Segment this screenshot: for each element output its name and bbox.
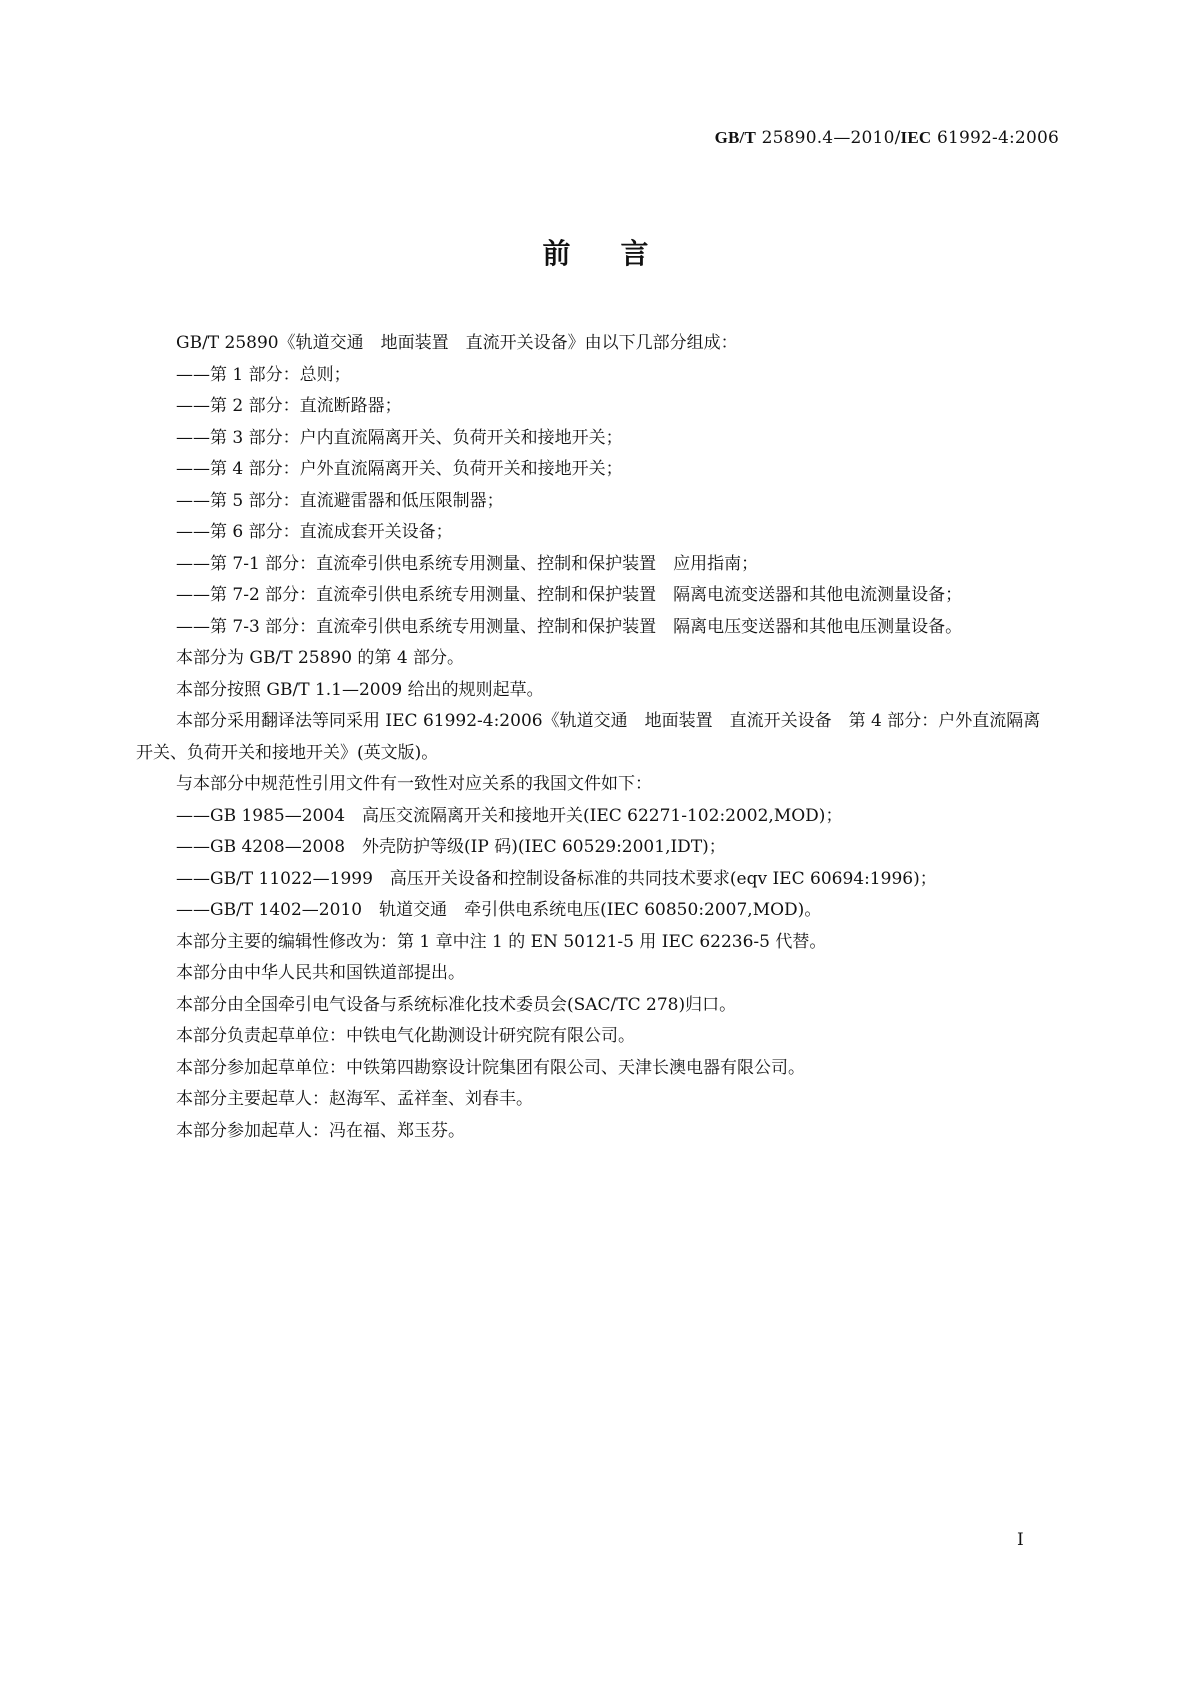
participating-persons-paragraph: 本部分参加起草人：冯在福、郑玉芬。 [176, 1120, 465, 1141]
technical-committee-paragraph: 本部分由全国牵引电气设备与系统标准化技术委员会(SAC/TC 278)归口。 [176, 994, 737, 1015]
std-prefix: GB/T [714, 128, 757, 147]
list-item: ——第 7-3 部分：直流牵引供电系统专用测量、控制和保护装置 隔离电压变送器和其他电压测量设备。 [176, 616, 963, 637]
translation-paragraph: 本部分采用翻译法等同采用 IEC 61992-4:2006《轨道交通 地面装置 直流开关设备 第 4 部分：户外直流隔离开关、负荷开关和接地开关》(英文版)。 [136, 711, 1041, 763]
iec-prefix: IEC [900, 128, 932, 147]
list-item: ——第 2 部分：直流断路器； [176, 396, 402, 416]
page-title: 前言 [542, 237, 699, 270]
references-intro: 与本部分中规范性引用文件有一致性对应关系的我国文件如下： [176, 774, 652, 794]
list-item: ——第 6 部分：直流成套开关设备； [176, 522, 453, 542]
list-item: ——GB/T 11022—1999 高压开关设备和控制设备标准的共同技术要求(eqv IEC 60694:1996)； [176, 868, 937, 889]
standard-identifier [715, 128, 1059, 148]
std-number: 25890.4—2010/ [761, 128, 901, 148]
list-item: ——第 4 部分：户外直流隔离开关、负荷开关和接地开关； [176, 459, 623, 479]
list-item: ——GB/T 1402—2010 轨道交通 牵引供电系统电压(IEC 60850:2007,MOD)。 [176, 900, 822, 920]
references-list [136, 801, 1056, 927]
parts-list [136, 360, 1056, 644]
participating-drafters-paragraph: 本部分参加起草单位：中铁第四勘察设计院集团有限公司、天津长澳电器有限公司。 [176, 1057, 805, 1078]
drafting-rules-paragraph: 本部分按照 GB/T 1.1—2009 给出的规则起草。 [176, 679, 544, 700]
editorial-changes-paragraph: 本部分主要的编辑性修改为：第 1 章中注 1 的 EN 50121-5 用 IEC 62236-5 代替。 [176, 931, 827, 952]
page-number: I [1017, 1530, 1024, 1550]
list-item: ——第 7-2 部分：直流牵引供电系统专用测量、控制和保护装置 隔离电流变送器和其他电流测量设备； [176, 585, 963, 605]
list-item: ——第 1 部分：总则； [176, 364, 351, 385]
list-item: ——第 5 部分：直流避雷器和低压限制器； [176, 490, 504, 511]
list-item: ——第 3 部分：户内直流隔离开关、负荷开关和接地开关； [176, 427, 623, 448]
intro-paragraph: GB/T 25890《轨道交通 地面装置 直流开关设备》由以下几部分组成： [176, 333, 738, 353]
list-item: ——GB 1985—2004 高压交流隔离开关和接地开关(IEC 62271-102:2002,MOD)； [176, 805, 843, 826]
foreword-body [136, 328, 1056, 1147]
list-item: ——第 7-1 部分：直流牵引供电系统专用测量、控制和保护装置 应用指南； [176, 553, 759, 574]
main-drafters-paragraph: 本部分主要起草人：赵海军、孟祥奎、刘春丰。 [176, 1089, 533, 1109]
iec-number: 61992-4:2006 [936, 128, 1059, 148]
proposer-paragraph: 本部分由中华人民共和国铁道部提出。 [176, 963, 465, 983]
part-of-paragraph: 本部分为 GB/T 25890 的第 4 部分。 [176, 648, 465, 668]
responsible-drafter-paragraph: 本部分负责起草单位：中铁电气化勘测设计研究院有限公司。 [176, 1026, 635, 1046]
list-item: ——GB 4208—2008 外壳防护等级(IP 码)(IEC 60529:2001,IDT)； [176, 837, 726, 857]
